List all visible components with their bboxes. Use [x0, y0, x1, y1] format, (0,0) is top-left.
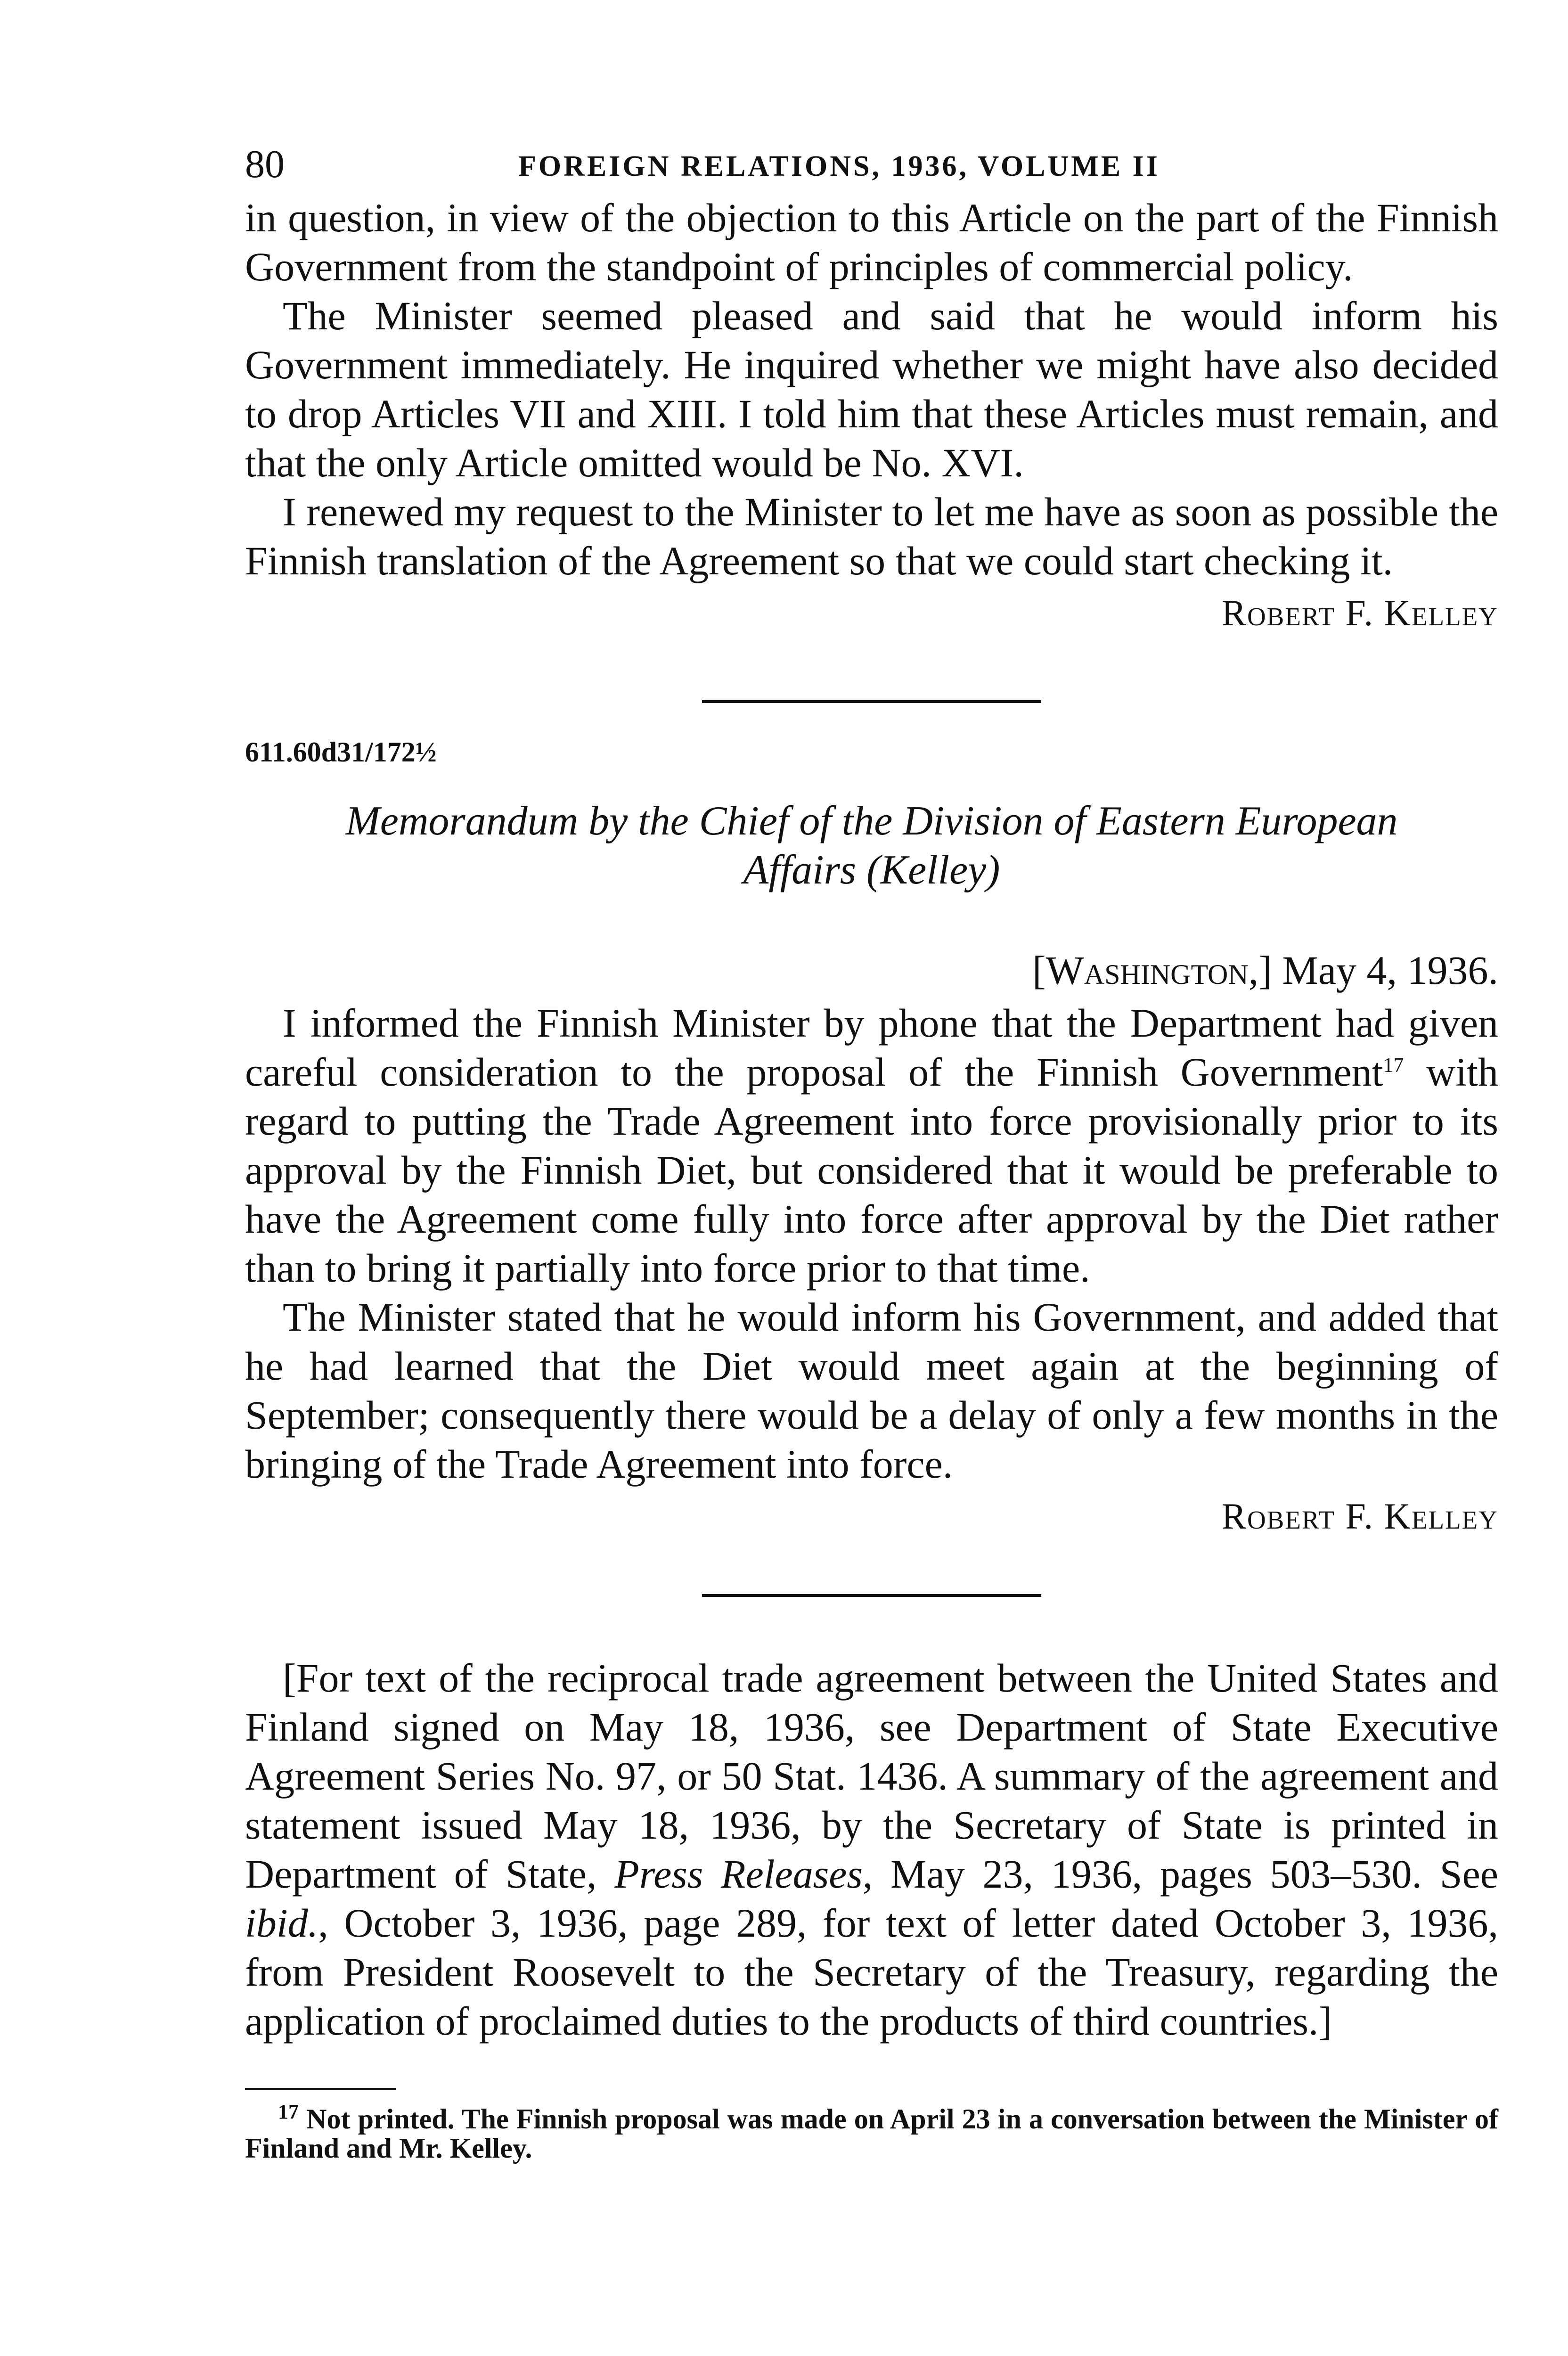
- running-title: FOREIGN RELATIONS, 1936, VOLUME II: [518, 150, 1160, 182]
- signature: Robert F. Kelley: [1221, 592, 1498, 633]
- paragraph-text: I informed the Finnish Minister by phone that the Department had given careful consideration to the proposal of the Finnish Government: [245, 1000, 1498, 1095]
- document-title-line: Memorandum by the Chief of the Division of Eastern European: [345, 798, 1398, 844]
- paragraph: in question, in view of the objection to this Article on the part of the Finnish Government from the standpoint of principles of commercial policy.: [245, 195, 1498, 289]
- page-content: [245, 141, 1498, 2163]
- dateline-place: [Washington,]: [1032, 948, 1272, 993]
- dateline: [245, 947, 1498, 994]
- footnote-divider: [245, 2088, 396, 2090]
- footnote: [245, 2100, 1498, 2164]
- section-memorandum-may-4: [245, 736, 1498, 1538]
- ibid-reference: ibid.: [245, 1900, 318, 1946]
- editorial-note: [245, 1653, 1498, 2045]
- paragraph: The Minister seemed pleased and said that he would inform his Government immediately. He inquired whether we might have also decided to drop Articles VII and XIII. I told him that these Articles must remain, and that the only Article omitted would be No. XVI.: [245, 293, 1498, 485]
- footnote-reference[interactable]: 17: [1383, 1053, 1404, 1077]
- file-reference: 611.60d31/172½: [245, 736, 437, 768]
- paragraph-text: with regard to putting the Trade Agreement into force provisionally prior to its approval by the Finnish Diet, but considered that it would be preferable to have the Agreement come fully into force after approval by the Diet rather than to bring it partially into force prior to that time.: [245, 1049, 1498, 1291]
- paragraph: [245, 998, 1498, 1293]
- document-title-line: Affairs (Kelley): [743, 847, 1000, 893]
- editorial-note-text: , May 23, 1936, pages 503–530. See: [862, 1851, 1498, 1897]
- editorial-note-text: [For text of the reciprocal trade agreement between the United States and Finland signed on May 18, 1936, see Department of State Executive Agreement Series No. 97, or 50 Stat. 1436. A summary of the agreement and statement issued May 18, 1936, by the Secretary of State is printed in Department of State,: [245, 1655, 1498, 1897]
- paragraph: I renewed my request to the Minister to let me have as soon as possible the Finnish translation of the Agreement so that we could start checking it.: [245, 489, 1498, 583]
- page-number: 80: [245, 142, 285, 186]
- dateline-date: May 4, 1936.: [1282, 948, 1498, 993]
- section-divider: [702, 700, 1041, 703]
- section-divider: [702, 1594, 1041, 1597]
- editorial-note-text: , October 3, 1936, page 289, for text of letter dated October 3, 1936, from President Roosevelt to the Secretary of the Treasury, regarding the application of proclaimed duties to the products of third countries.]: [245, 1900, 1498, 2044]
- document-title: [245, 797, 1498, 895]
- section-kelley-memo-continued: [245, 193, 1498, 634]
- signature: Robert F. Kelley: [1221, 1496, 1498, 1537]
- publication-title: Press Releases: [614, 1851, 863, 1897]
- footnote-text: Not printed. The Finnish proposal was made on April 23 in a conversation between the Minister of Finland and Mr. Kelley.: [245, 2103, 1498, 2164]
- footnote-mark: 17: [278, 2100, 299, 2123]
- paragraph: The Minister stated that he would inform his Government, and added that he had learned that the Diet would meet again at the beginning of September; consequently there would be a delay of only a few months in the bringing of the Trade Agreement into force.: [245, 1294, 1498, 1487]
- running-head: [245, 141, 1498, 193]
